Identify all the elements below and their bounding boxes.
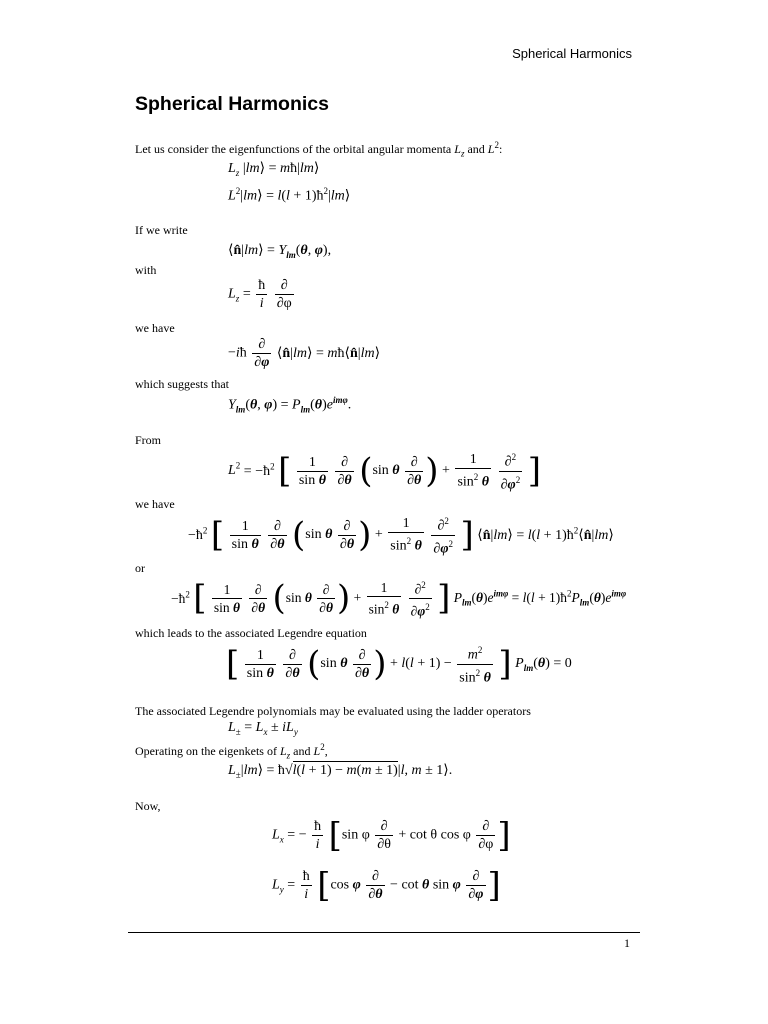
eigenkets-Lz: L	[279, 744, 287, 758]
intro-text: Let us consider the eigenfunctions of the orbital angular momenta	[135, 142, 455, 156]
page-number: 1	[624, 936, 630, 950]
equation-l2-operator: $L^2$ = $-ħ^2$ [ $\frac{1}{\text{sin θ}}$ $\frac{\partial}{\partial\theta}$ (sin θ $\frac{\partial}{\partial\theta}$ ) + $\frac{1}{\sin^2 \theta}$ $\frac{\partial^2}{\partial\varphi^2}$ ]	[228, 449, 541, 493]
paragraph-we-have-2: we have	[135, 497, 175, 511]
equation-l2-eigen: $L^2|lm⟩ = l(l$ + $1)ħ^2|lm⟩$	[228, 186, 351, 204]
eigenkets-2-sup: 2	[320, 742, 325, 752]
equation-legendre: [ $\frac{1}{\text{sin θ}}$ $\frac{\partial}{\partial\theta}$ (sin θ $\frac{\partial}{\partial\theta}$ ) + l(l + 1) − $\frac{m^2}{\sin^2 \theta}$ ] $P_{lm}(\theta) = 0$	[226, 642, 572, 686]
eigenkets-text: Operating on the eigenkets of	[135, 744, 280, 758]
intro-L2: L	[487, 142, 495, 156]
running-header: Spherical Harmonics	[512, 46, 632, 61]
intro-2-sup: 2	[494, 140, 499, 150]
paragraph-eigenkets	[135, 742, 328, 760]
intro-colon: :	[498, 142, 503, 156]
eigenkets-L2: L	[313, 744, 321, 758]
intro-Lz: L	[454, 142, 461, 156]
paragraph-ladder: The associated Legendre polynomials may be evaluated using the ladder operators	[135, 704, 531, 718]
equation-ladder-ops: $L_\pm = L_x \pm iL_y$	[228, 720, 298, 737]
paragraph-or: or	[135, 561, 145, 575]
eigenkets-z-sub: z	[286, 750, 291, 761]
equation-lz-eigen: $L_z$ |lm⟩ = mħ|lm⟩	[228, 161, 320, 178]
eigenkets-and: and	[290, 744, 314, 758]
equation-ylm-def: ⟨n̂|lm⟩ = $Y_{lm}(\theta$, φ),	[228, 243, 332, 260]
equation-lz-action: −iħ $\frac{\partial}{\partial\varphi}$ ⟨n̂|lm⟩ = mħ⟨n̂|lm⟩	[228, 337, 381, 370]
eigenkets-comma: ,	[324, 744, 328, 758]
paragraph-from: From	[135, 433, 162, 447]
paragraph-with: with	[135, 263, 157, 277]
intro-z-sub: z	[460, 148, 465, 159]
paragraph-we-have-1: we have	[135, 321, 175, 335]
paragraph-legendre: which leads to the associated Legendre equation	[135, 626, 367, 640]
equation-ly: $L_y$ = $\frac{ħ}{i}$ [cos φ $\frac{\partial}{\partial\theta}$ − cot θ sin φ $\frac{\partial}{\partial\varphi}$ ]	[272, 865, 501, 906]
paragraph-if-we-write: If we write	[135, 223, 188, 237]
intro-and: and	[464, 142, 488, 156]
equation-ladder-action: $L_\pm|lm⟩$ = ħ√l(l + 1) − m(m ± 1)|l, m ± 1⟩.	[228, 763, 453, 780]
paragraph-suggests: which suggests that	[135, 377, 229, 391]
page-title: Spherical Harmonics	[135, 93, 329, 115]
equation-lx: $L_x$ = − $\frac{ħ}{i}$ [sin φ $\frac{\partial}{\partial\theta}$ + cot θ cos φ $\frac{\partial}{\partial\varphi}$ ]	[272, 815, 511, 856]
equation-l2-on-plm: $-ħ^2$ [ $\frac{1}{\text{sin θ}}$ $\frac{\partial}{\partial\theta}$ (sin θ $\frac{\partial}{\partial\theta}$ ) + $\frac{1}{\sin^2 \theta}$ $\frac{\partial^2}{\partial\varphi^2}$ ] $P_{lm}(\theta)e^{im\varphi} = l(l$ + $1)ħ^2P_{lm}(\theta)e^{im\varphi}$	[171, 578, 627, 618]
footer-rule	[128, 932, 640, 933]
equation-lz-operator: $L_z$ = $\frac{ħ}{i}$ $\frac{\partial}{\partial\varphi}$	[228, 278, 292, 311]
paragraph-intro	[135, 140, 502, 158]
equation-l2-on-ket: $-ħ^2$ [ $\frac{1}{\text{sin θ}}$ $\frac{\partial}{\partial\theta}$ (sin θ $\frac{\partial}{\partial\theta}$ ) + $\frac{1}{\sin^2 \theta}$ $\frac{\partial^2}{\partial\varphi^2}$ ] ⟨n̂|lm⟩ = $l(l + 1)ħ^2⟨n̂|lm⟩$	[188, 513, 614, 557]
equation-ylm-separated: $Y_{lm}(\theta$, $\varphi) = P_{lm}(\theta)e^{im\varphi}$.	[228, 395, 352, 415]
paragraph-now: Now,	[135, 799, 161, 813]
